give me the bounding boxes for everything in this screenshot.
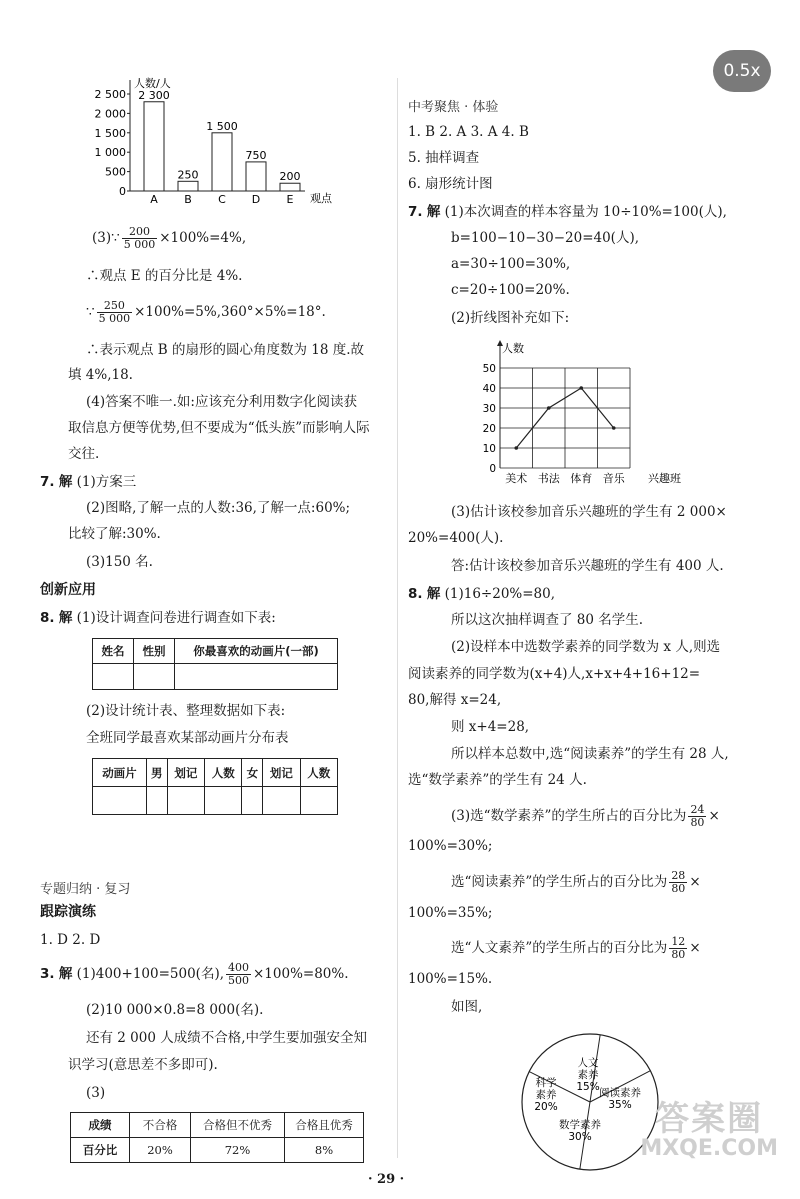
line-chart-tick-label: 20 (482, 423, 496, 435)
line-chart-tick-label: 40 (482, 383, 496, 395)
table-header: 划记 (263, 759, 300, 787)
line-chart-category-label: 体育 (570, 472, 593, 485)
bar-value-label: 250 (177, 168, 199, 182)
bar-chart-xlabel: 观点 (310, 192, 332, 205)
r-q8-line-15: 如图, (451, 999, 483, 1015)
pie-slice-label: 素养 (577, 1069, 599, 1081)
bar-B (178, 181, 198, 191)
table-cell: 72% (191, 1138, 285, 1163)
bar-chart-tick-label: 1 500 (94, 126, 126, 140)
q3-line-2: (2)10 000×0.8=8 000(名). (86, 1002, 264, 1018)
answer-6: 6. 扇形统计图 (408, 176, 493, 192)
r-q7-line-6: (3)估计该校参加音乐兴趣班的学生有 2 000× (451, 504, 727, 520)
bar-chart-tick-label: 500 (105, 165, 126, 179)
table-header: 你最喜欢的动画片(一部) (175, 639, 338, 664)
q6-line-8: (4)答案不唯一.如:应该充分利用数字化阅读获 (86, 394, 357, 410)
r-q8-line-7: 所以样本总数中,选“阅读素养”的学生有 28 人, (451, 746, 729, 762)
section-review-header: 专题归纳 · 复习 (40, 882, 131, 897)
r-q7-line-4: c=20÷100=20%. (451, 282, 570, 298)
distribution-table (92, 758, 338, 815)
q3-line-1: 3. 解 (1)400+100=500(名), $\frac{400}{500}$ ×100%=80%. (40, 961, 349, 987)
bar-chart-tick-label: 2 500 (94, 88, 126, 101)
q6-line-4: ∴观点 E 的百分比是 4%. (86, 268, 243, 284)
table-header: 人数 (205, 759, 242, 787)
bar-category-label: C (218, 193, 226, 206)
line-chart-point (547, 406, 551, 410)
bar-category-label: E (286, 193, 294, 206)
pie-slice-label: 素养 (535, 1089, 557, 1101)
q7-line-2: (2)图略,了解一点的人数:36,了解一点:60%; (86, 500, 351, 516)
table-cell: 20% (130, 1138, 191, 1163)
section-practice: 跟踪演练 (40, 904, 96, 920)
line-chart-ylabel: 人数 (502, 342, 524, 355)
line-chart-point (579, 386, 583, 390)
q6-line-3: (3)∵ $\frac{200}{5 000}$ ×100%=4%, (92, 225, 247, 251)
q3-line-4: 识学习(意思差不多即可). (68, 1057, 218, 1073)
answers-1-4: 1. B 2. A 3. A 4. B (408, 124, 529, 140)
q7-line-4: (3)150 名. (86, 554, 153, 570)
r-q8-line-2: 所以这次抽样调查了 80 名学生. (451, 612, 644, 628)
r-q8-line-3: (2)设样本中选数学素养的同学数为 x 人,则选 (451, 639, 721, 655)
line-chart-point (612, 426, 616, 430)
r-q7-line-1: 7. 解 (1)本次调查的样本容量为 10÷10%=100(人), (408, 204, 727, 220)
line-chart-tick-label: 50 (482, 363, 496, 375)
table-header: 姓名 (93, 639, 134, 664)
survey-table (92, 638, 338, 690)
pie-slice-label: 科学 (535, 1077, 557, 1089)
q7-line-3: 比较了解:30%. (68, 526, 161, 542)
r-q8-line-1: 8. 解 (1)16÷20%=80, (408, 586, 556, 602)
pie-slice-label: 人文 (577, 1057, 599, 1069)
zoom-badge[interactable]: 0.5x (713, 50, 771, 92)
table-header: 不合格 (130, 1113, 191, 1138)
table-header: 成绩 (71, 1113, 130, 1138)
answer-5: 5. 抽样调查 (408, 150, 480, 166)
q8-line-1: 8. 解 (1)设计调查问卷进行调查如下表: (40, 610, 276, 626)
table-cell: 8% (285, 1138, 364, 1163)
q6-line-6: ∴表示观点 B 的扇形的圆心角度数为 18 度.故 (86, 342, 365, 358)
score-table (70, 1112, 364, 1163)
r-q7-line-2: b=100−10−30−20=40(人), (451, 230, 640, 246)
pie-slice-pct: 15% (576, 1081, 600, 1093)
right-section-header: 中考聚焦 · 体验 (408, 100, 499, 115)
bar-chart-tick-label: 0 (119, 185, 126, 198)
r-q8-line-13: 选“人文素养”的学生所占的百分比为 $\frac{12}{80}$ × (451, 935, 701, 961)
r-q7-line-5: (2)折线图补充如下: (451, 310, 570, 326)
pie-slice-pct: 30% (568, 1131, 592, 1143)
q6-line-10: 交往. (68, 446, 100, 462)
r-q8-line-4: 阅读素养的同学数为(x+4)人,x+x+4+16+12= (408, 666, 701, 682)
table-header: 人数 (300, 759, 337, 787)
r-q8-line-10: 100%=30%; (408, 838, 493, 854)
table-header: 划记 (167, 759, 204, 787)
r-q8-line-14: 100%=15%. (408, 971, 493, 987)
line-chart-extra-label: 兴趣班 (648, 472, 681, 485)
q8-line-2: (2)设计统计表、整理数据如下表: (86, 703, 286, 719)
line-chart-category-label: 美术 (505, 472, 528, 485)
q8-line-3: 全班同学最喜欢某部动画片分布表 (86, 730, 289, 746)
r-q8-line-5: 80,解得 x=24, (408, 692, 502, 708)
bar-value-label: 750 (245, 148, 267, 162)
r-q8-line-6: 则 x+4=28, (451, 719, 530, 735)
line-chart (470, 338, 710, 488)
r-q7-line-3: a=30÷100=30%, (451, 256, 571, 272)
line-chart-tick-label: 0 (489, 463, 496, 475)
line-chart-point (514, 446, 518, 450)
q7-line-1: 7. 解 (1)方案三 (40, 474, 137, 490)
bar-value-label: 200 (279, 170, 301, 184)
pie-slice-pct: 35% (608, 1099, 632, 1111)
bar-category-label: D (251, 193, 261, 206)
bar-chart (90, 76, 350, 211)
bar-D (246, 162, 266, 191)
table-header: 性别 (134, 639, 175, 664)
q6-line-5: ∵ $\frac{250}{5 000}$ ×100%=5%,360°×5%=18°. (86, 299, 326, 325)
r-q8-line-8: 选“数学素养”的学生有 24 人. (408, 772, 587, 788)
bar-category-label: A (150, 193, 158, 206)
r-q8-line-11: 选“阅读素养”的学生所占的百分比为 $\frac{28}{80}$ × (451, 869, 701, 895)
bar-C (212, 133, 232, 191)
bar-chart-tick-label: 2 000 (94, 107, 126, 121)
answers-1-2: 1. D 2. D (40, 932, 101, 948)
bar-E (280, 183, 300, 191)
bar-chart-ylabel: 人数/人 (134, 77, 171, 90)
table-cell: 百分比 (71, 1138, 130, 1163)
bar-A (144, 102, 164, 191)
bar-category-label: B (184, 193, 192, 206)
line-chart-category-label: 书法 (537, 472, 560, 485)
section-innovation: 创新应用 (40, 582, 96, 598)
column-divider (397, 78, 398, 1158)
r-q7-line-7: 20%=400(人). (408, 530, 504, 546)
table-header: 动画片 (93, 759, 147, 787)
q3-line-3: 还有 2 000 人成绩不合格,中学生要加强安全知 (86, 1030, 368, 1046)
table-header: 合格但不优秀 (191, 1113, 285, 1138)
line-chart-category-label: 音乐 (602, 472, 625, 485)
r-q8-line-12: 100%=35%; (408, 905, 493, 921)
table-header: 合格且优秀 (285, 1113, 364, 1138)
line-chart-tick-label: 30 (482, 403, 496, 415)
pie-slice-pct: 20% (534, 1101, 558, 1113)
r-q7-line-8: 答:估计该校参加音乐兴趣班的学生有 400 人. (451, 558, 724, 574)
q6-line-7: 填 4%,18. (68, 367, 133, 383)
page-number: · 29 · (368, 1172, 405, 1187)
watermark-logo: 答案圈 MXQE.COM (640, 1099, 778, 1161)
pie-slice-label: 阅读素养 (599, 1087, 641, 1099)
table-header: 女 (242, 759, 263, 787)
pie-slice-label: 数学素养 (559, 1119, 601, 1131)
line-chart-tick-label: 10 (482, 443, 496, 455)
bar-value-label: 1 500 (206, 119, 238, 133)
table-header: 男 (146, 759, 167, 787)
q3-line-5: (3) (86, 1085, 106, 1101)
q6-line-9: 取信息方便等优势,但不要成为“低头族”而影响人际 (68, 420, 370, 436)
r-q8-line-9: (3)选“数学素养”的学生所占的百分比为 $\frac{24}{80}$ × (451, 803, 720, 829)
bar-value-label: 2 300 (138, 88, 170, 102)
bar-chart-tick-label: 1 000 (94, 146, 126, 160)
